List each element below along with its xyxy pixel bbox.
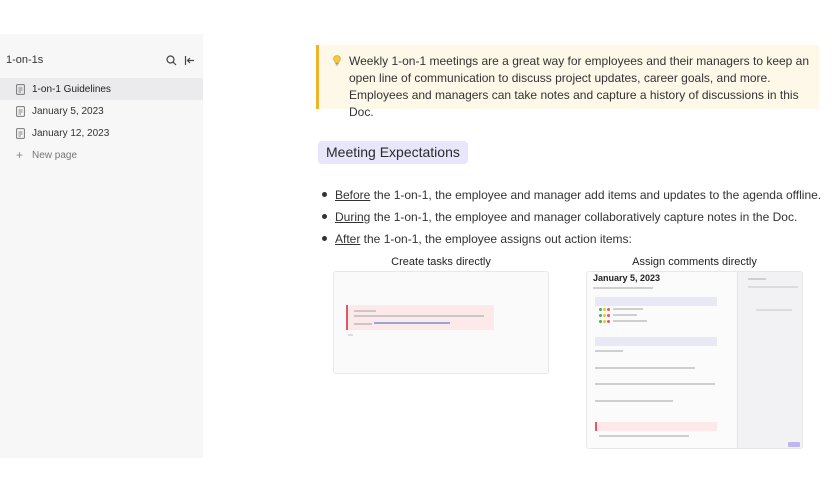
image-text-line [593,287,653,289]
image-text-line [613,308,643,310]
status-dot [599,314,602,317]
sidebar-header [6,52,195,68]
sidebar-item-jan-12[interactable] [0,122,203,144]
create-tasks-caption: Create tasks directly [391,256,491,268]
image-text-line [595,367,695,369]
collapse-sidebar-icon[interactable] [183,54,195,66]
document-icon [16,84,25,95]
sidebar-item-label: January 5, 2023 [32,105,104,117]
image-section [595,422,717,431]
document-icon [16,106,25,117]
callout-block [316,45,819,119]
image-text-line [613,314,637,316]
sidebar [0,34,203,458]
bullet-text: the 1-on-1, the employee and manager collaboratively capture notes in the Doc. [370,210,798,224]
bullet-term: Before [335,188,371,202]
bullet-term: After [335,232,361,246]
search-icon[interactable] [165,54,177,66]
new-page-label: New page [32,149,78,161]
image-text-line [348,334,353,336]
image-text-line [354,310,376,312]
sidebar-item-guidelines[interactable] [0,78,203,100]
section-heading: Meeting Expectations [318,141,468,164]
sidebar-title: 1-on-1s [6,54,44,66]
status-dot [607,308,610,311]
image-text-line [595,350,623,352]
document-icon [16,128,25,139]
image-text-line [354,315,484,317]
status-dot [599,308,602,311]
sidebar-item-label: January 12, 2023 [32,127,110,139]
list-item [322,186,822,208]
image-text-line [595,400,673,402]
image-text-line [748,286,798,288]
image-section [595,297,717,306]
bullet-text: the 1-on-1, the employee assigns out action items: [360,232,632,246]
list-item [322,230,822,252]
status-dot [603,308,606,311]
image-text-line [756,309,792,311]
image-text-line [595,383,715,385]
bullet-term: During [335,210,371,224]
image-text-line [354,323,372,325]
image-text-line [748,278,766,280]
assign-comments-screenshot [586,271,803,449]
status-dot [607,314,610,317]
create-tasks-screenshot [333,271,549,374]
callout-text: Weekly 1-on-1 meetings are a great way for employees and their managers to keep an open line of communication to discuss project updates, career goals, and more. Employees and managers can take notes and capture a history of discussions in this Doc. [349,54,810,119]
bullet-text: the 1-on-1, the employee and manager add items and updates to the agenda offline. [370,188,822,202]
sidebar-page-list [0,78,203,166]
status-dot [607,320,610,323]
comments-panel [737,272,803,449]
image-section [595,337,717,346]
assign-comments-caption: Assign comments directly [632,256,757,268]
sidebar-item-label: 1-on-1 Guidelines [32,83,111,95]
lightbulb-icon [333,55,341,69]
bullet-list [322,186,822,252]
sidebar-item-jan-5[interactable] [0,100,203,122]
status-dot [599,320,602,323]
image-text-line [374,322,450,324]
status-dot [603,320,606,323]
image-doc-title: January 5, 2023 [593,273,661,283]
list-item [322,208,822,230]
comment-send-button [788,442,800,447]
status-dot [603,314,606,317]
plus-icon: + [16,148,24,162]
image-text-line [613,320,647,322]
image-text-line [599,435,689,437]
new-page-button[interactable] [0,144,203,166]
action-items-block [346,305,494,330]
